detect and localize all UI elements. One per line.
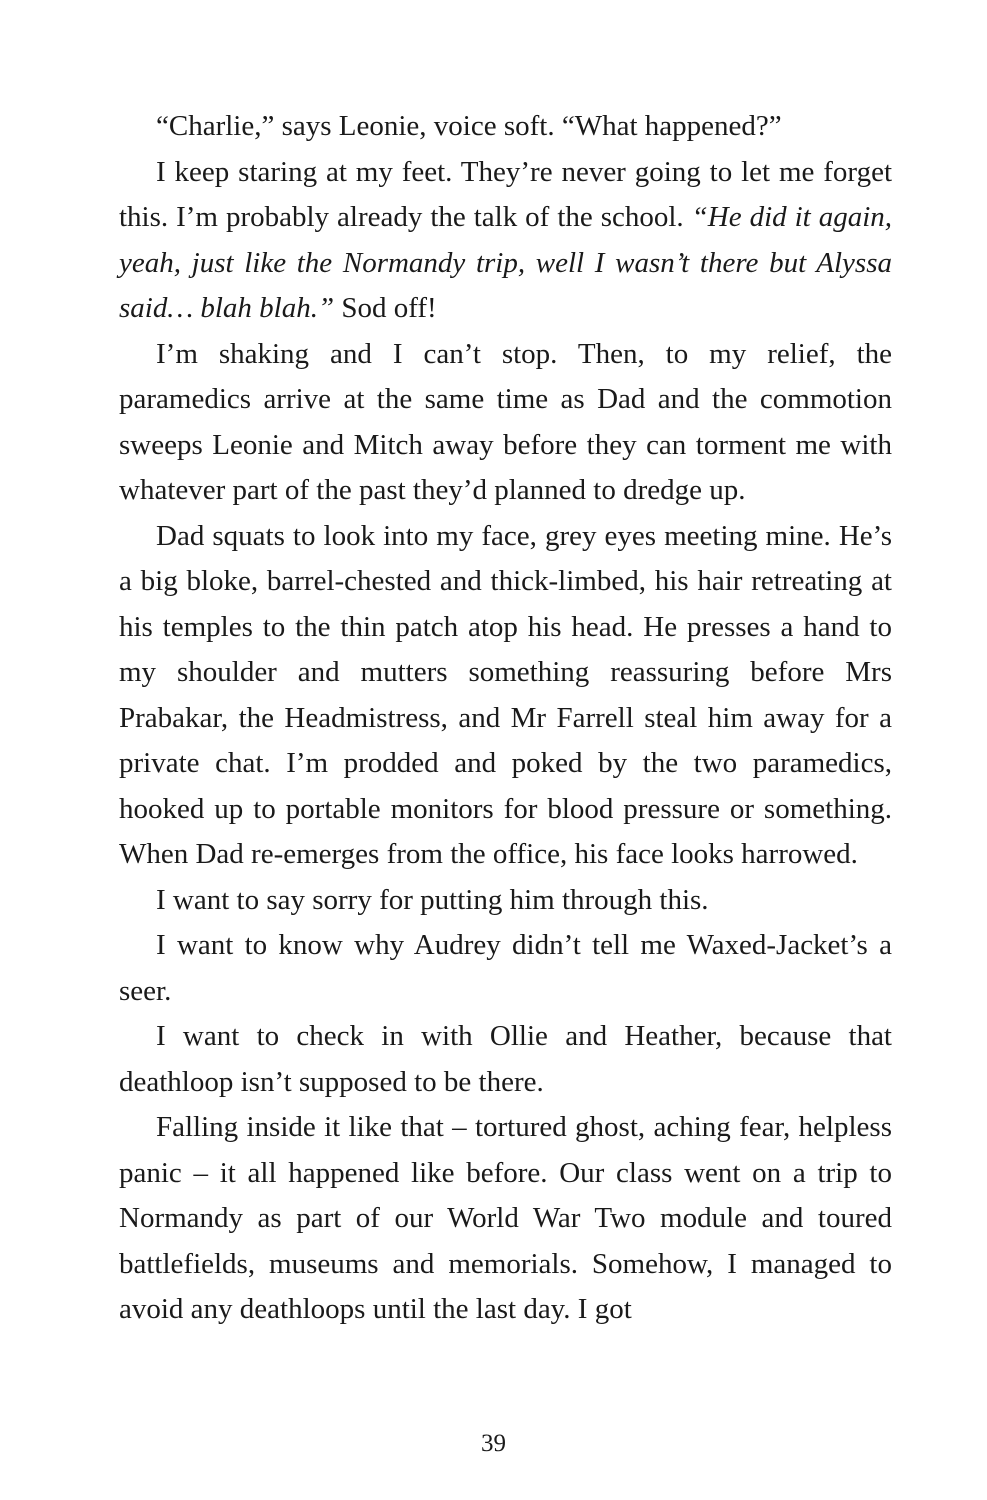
paragraph: I’m shaking and I can’t stop. Then, to my relief, the paramedics arrive at the same time as Dad and the commotion sweeps Leonie and Mitch away before they can torment me with whatever part of the past they’d planned to dredge up. xyxy=(119,337,892,506)
paragraph: I want to say sorry for putting him through this. xyxy=(156,883,709,916)
italic-quote: “He did it again, yeah, just like the Normandy trip, well I wasn’t there but Alyssa said… blah blah.” xyxy=(119,201,892,324)
paragraph: “Charlie,” says Leonie, voice soft. “What happened?” xyxy=(156,110,782,142)
paragraph: I want to check in with Ollie and Heather, because that deathloop isn’t supposed to be there. xyxy=(119,1020,892,1098)
paragraph-text: Sod off! xyxy=(334,292,437,324)
paragraph: Falling inside it like that – tortured ghost, aching fear, helpless panic – it all happened like before. Our class went on a trip to Normandy as part of our World War Two module and toured battlefields, museums and memorials. Somehow, I managed to avoid any deathloops until the last day. I got xyxy=(119,1111,892,1325)
paragraph xyxy=(119,150,892,332)
paragraph-text: I keep staring at my feet. They’re never going to let me forget this. I’m probably already the talk of the school. xyxy=(119,155,892,233)
page-number: 39 xyxy=(481,1430,506,1457)
paragraph: Dad squats to look into my face, grey eyes meeting mine. He’s a big bloke, barrel-chested and thick-limbed, his hair retreating at his temples to the thin patch atop his head. He presses a hand to my shoulder and mutters something reassuring before Mrs Prabakar, the Headmistress, and Mr Farrell steal him away for a private chat. I’m prodded and poked by the two paramedics, hooked up to portable monitors for blood pressure or something. When Dad re-emerges from the office, his face looks harrowed. xyxy=(119,519,892,870)
paragraph: I want to know why Audrey didn’t tell me Waxed-Jacket’s a seer. xyxy=(119,929,892,1007)
body-text xyxy=(119,104,892,1333)
